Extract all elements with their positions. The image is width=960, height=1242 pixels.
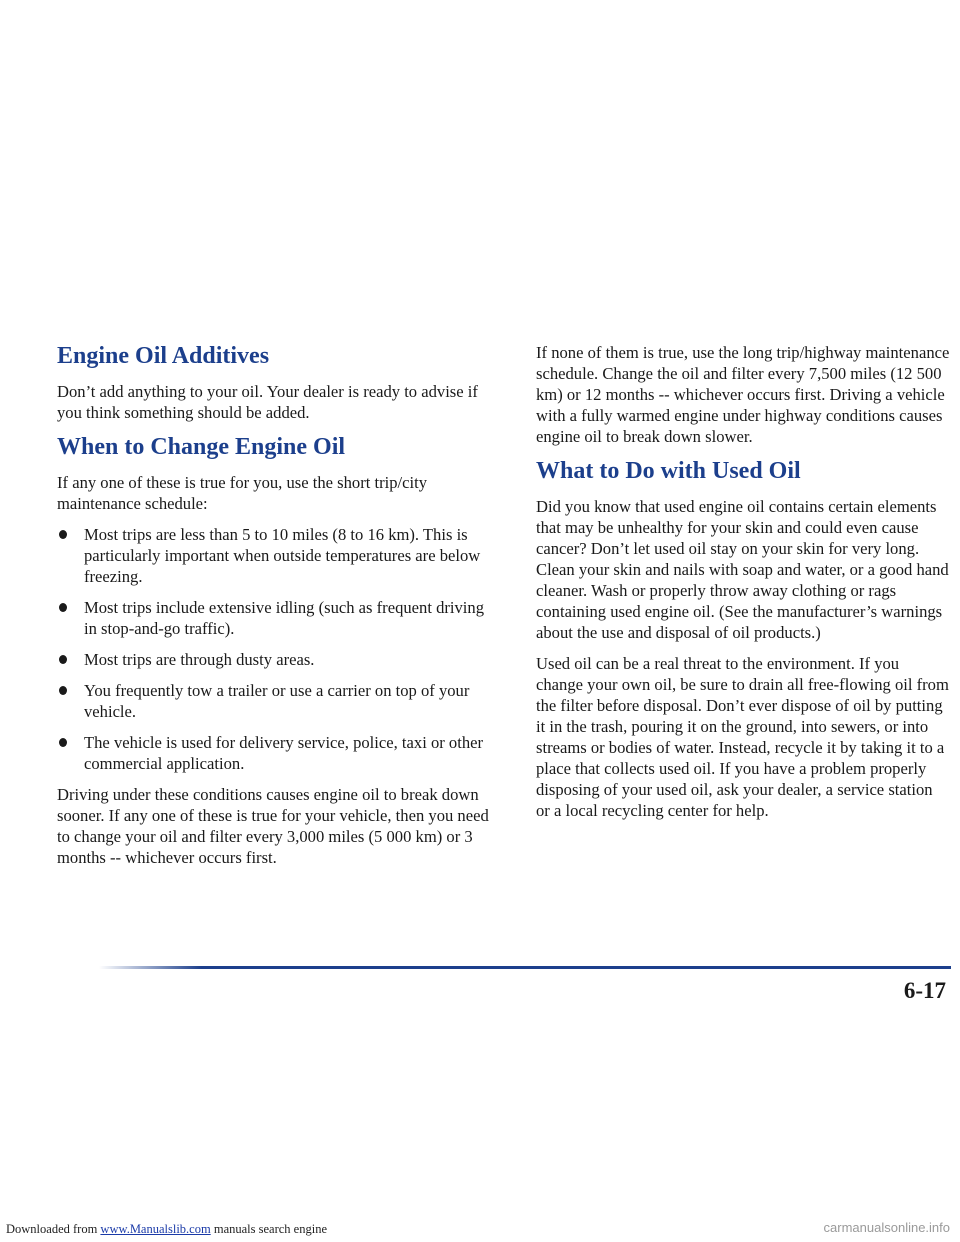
bullet-icon: [59, 530, 67, 539]
watermark: carmanualsonline.info: [823, 1220, 950, 1235]
manualslib-link[interactable]: www.Manualslib.com: [100, 1222, 211, 1236]
list-item: Most trips are less than 5 to 10 miles (8 to 16 km). This is particularly important when outside temperatures are below freezing.: [57, 524, 497, 587]
page-number: 6-17: [903, 978, 946, 1003]
bullet-icon: [59, 603, 67, 612]
paragraph-additives: Don’t add anything to your oil. Your dealer is ready to advise if you think something should be added.: [57, 382, 478, 422]
list-item: Most trips are through dusty areas.: [57, 649, 497, 670]
bullet-icon: [59, 686, 67, 695]
left-column: [57, 342, 497, 878]
list-item: You frequently tow a trailer or use a carrier on top of your vehicle.: [57, 680, 497, 722]
conditions-list: [57, 524, 497, 774]
heading-engine-oil-additives: Engine Oil Additives: [57, 343, 270, 369]
list-item: Most trips include extensive idling (such as frequent driving in stop-and-go traffic).: [57, 597, 497, 639]
bullet-icon: [59, 738, 67, 747]
footer-rule: [99, 966, 951, 969]
bullet-icon: [59, 655, 67, 664]
paragraph-short-trip-intro: If any one of these is true for you, use the short trip/city maintenance schedule:: [57, 473, 428, 513]
banner-prefix: Downloaded from: [6, 1222, 101, 1236]
heading-used-oil: What to Do with Used Oil: [536, 458, 801, 484]
paragraph-long-trip: If none of them is true, use the long trip/highway maintenance schedule. Change the oil and filter every 7,500 miles (12 500 km) or 12 months -- whichever occurs first. Driving a vehicle with a fully warmed engine under highway conditions causes engine oil to break down slower.: [536, 343, 950, 446]
paragraph-used-oil-health: Did you know that used engine oil contains certain elements that may be unhealthy for your skin and could even cause cancer? Don’t let used oil stay on your skin for very long. Clean your skin and nails with soap and water, or a good hand cleaner. Wash or properly throw away clothing or rags containing used engine oil. (See the manufacturer’s warnings about the use and disposal of oil products.): [536, 497, 949, 642]
paragraph-driving-conditions: Driving under these conditions causes engine oil to break down sooner. If any one of these is true for your vehicle, then you need to change your oil and filter every 3,000 miles (5 000 km) or 3 months -- whichever occurs first.: [57, 785, 489, 867]
banner-suffix: manuals search engine: [210, 1222, 327, 1236]
list-item: The vehicle is used for delivery service, police, taxi or other commercial application.: [57, 732, 497, 774]
heading-when-to-change: When to Change Engine Oil: [57, 434, 346, 460]
download-banner: [6, 1222, 327, 1237]
paragraph-used-oil-environment: Used oil can be a real threat to the environment. If you change your own oil, be sure to drain all free-flowing oil from the filter before disposal. Don’t ever dispose of oil by putting it in the trash, pouring it on the ground, into sewers, or into streams or bodies of water. Instead, recycle it by taking it to a place that collects used oil. If you have a problem properly disposing of your used oil, ask your dealer, a service station or a local recycling center for help.: [536, 654, 949, 820]
right-column: [536, 342, 950, 831]
